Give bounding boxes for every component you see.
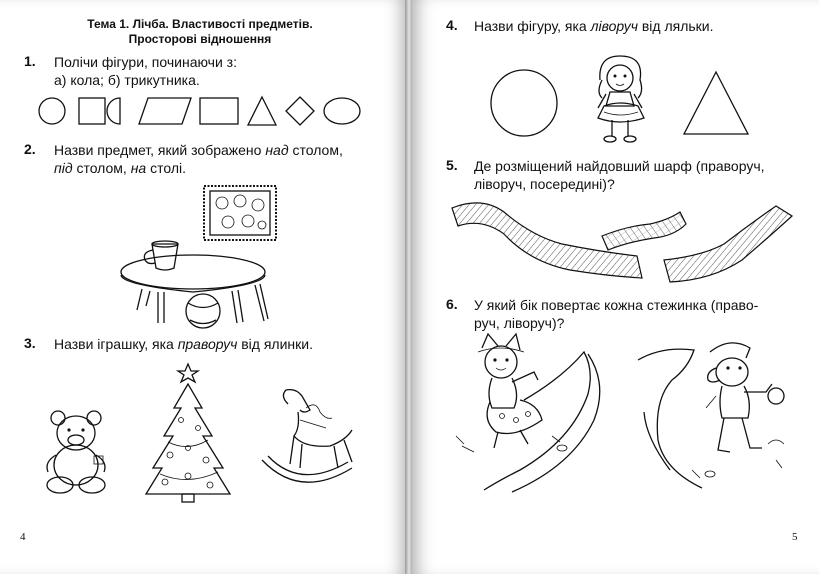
teddy-bear-icon [47, 411, 105, 493]
task-4-number: 4. [446, 17, 458, 33]
task-5-number: 5. [446, 157, 458, 173]
task-1-line-1: Полічи фігури, починаючи з: [54, 54, 237, 70]
right-page [412, 0, 819, 574]
task-2-part-4: столі. [146, 160, 186, 176]
path-icon [484, 352, 600, 492]
task-6-line-2: руч, ліворуч)? [474, 315, 565, 331]
task-2-word-over: над [265, 142, 289, 158]
task-5-line-2: ліворуч, посередині)? [474, 176, 615, 192]
task-3-illustration [0, 0, 407, 574]
task-4-word-left: ліворуч [590, 18, 638, 34]
task-2-word-on: на [130, 160, 147, 176]
left-page [0, 0, 407, 574]
task-2-number: 2. [24, 141, 36, 157]
task-5-line-1: Де розміщений найдовший шарф (праворуч, [474, 158, 765, 174]
page-number-left: 4 [20, 531, 26, 543]
task-1-line-2: а) кола; б) трикутника. [54, 72, 200, 88]
cat-icon [456, 334, 567, 452]
task-2-word-under: під [54, 160, 73, 176]
rocking-horse-icon [262, 390, 352, 483]
christmas-tree-icon [146, 364, 230, 502]
task-1-number: 1. [24, 53, 36, 69]
task-3-part-2: від ялинки. [237, 336, 313, 352]
task-2-part-1: Назви предмет, який зображено [54, 142, 266, 158]
title-line-1: Тема 1. Лічба. Властивості предметів. [87, 17, 313, 31]
dog-icon [692, 343, 784, 478]
title-line-2: Просторові відношення [128, 32, 272, 46]
task-2-part-2: столом, [288, 142, 343, 158]
page-number-right: 5 [792, 531, 798, 543]
task-3-part-1: Назви іграшку, яка [54, 336, 178, 352]
task-2-part-3: столом, [72, 160, 131, 176]
task-4-part-1: Назви фігуру, яка [474, 18, 591, 34]
task-3-word-right: праворуч [177, 336, 238, 352]
task-6-illustration [412, 0, 819, 574]
path-icon [638, 349, 702, 488]
task-4-part-2: від ляльки. [637, 18, 714, 34]
task-3-number: 3. [24, 335, 36, 351]
task-6-number: 6. [446, 296, 458, 312]
task-6-line-1: У який бік повертає кожна стежинка (право- [474, 297, 759, 313]
